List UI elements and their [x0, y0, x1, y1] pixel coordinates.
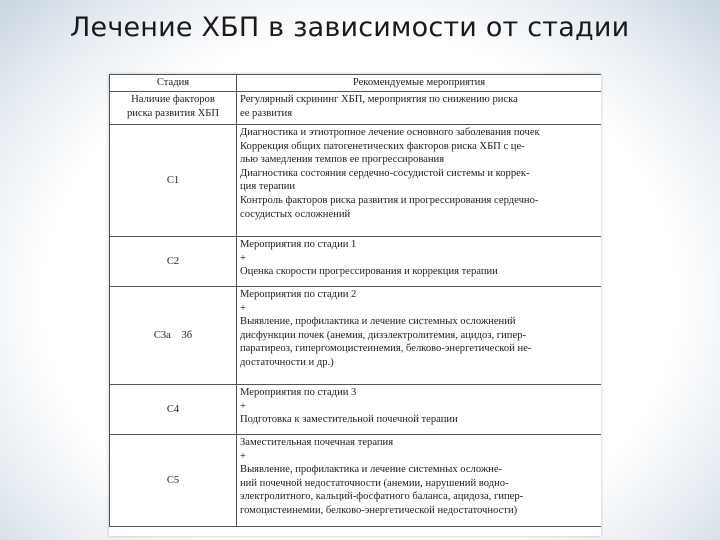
stage-cell: [110, 92, 237, 125]
measure-line: ция терапии: [240, 181, 296, 193]
measure-line: Подготовка к заместительной почечной терапии: [240, 414, 458, 426]
measure-line: +: [240, 400, 246, 412]
measure-line: Выявление, профилактика и лечение системных осложне-: [240, 464, 503, 476]
measures-cell: [237, 287, 602, 385]
stage-text: С1: [166, 174, 180, 186]
measure-line: ний почечной недостаточности (анемии, нарушений водно-: [240, 477, 509, 489]
measures-cell: [237, 92, 602, 125]
stage-cell: [110, 385, 237, 435]
measure-line: Мероприятия по стадии 2: [240, 289, 357, 300]
table-row: [110, 435, 602, 527]
stage-cell: [110, 237, 237, 287]
stage-cell: [110, 435, 237, 527]
stage-cell: [110, 287, 237, 385]
stage-text: С4: [166, 403, 180, 415]
measure-line: Мероприятия по стадии 3: [240, 387, 357, 398]
measures-cell: [237, 237, 602, 287]
measure-line: Контроль факторов риска развития и прогрессирования сердечно-: [240, 194, 539, 206]
measure-line: достаточности и др.): [240, 356, 334, 368]
stage-text: С2: [166, 255, 180, 267]
table-row: [110, 125, 602, 237]
stage-text: риска развития ХБП: [126, 107, 220, 119]
measure-line: +: [240, 252, 246, 264]
measure-line: Заместительная почечная терапия: [240, 437, 394, 448]
header-measures: Рекомендуемые мероприятия: [237, 75, 602, 92]
table-row: [110, 237, 602, 287]
measure-line: паратиреоз, гипергомоцистеинемия, белково-энергетической не-: [240, 343, 532, 355]
measures-cell: [237, 385, 602, 435]
table-header-row: [110, 75, 602, 92]
measure-line: Коррекция общих патогенетических факторов риска ХБП с це-: [240, 140, 525, 152]
stage-text: Наличие факторов: [131, 94, 215, 105]
measure-line: Выявление, профилактика и лечение системных осложнений: [240, 316, 516, 328]
measure-line: Диагностика состояния сердечно-сосудистой системы и коррек-: [240, 167, 530, 179]
measures-cell: [237, 125, 602, 237]
table-row: [110, 287, 602, 385]
stage-text: С3а 3б: [153, 329, 193, 341]
measure-line: сосудистых осложнений: [240, 208, 351, 220]
measures-cell: [237, 435, 602, 527]
measure-line: Регулярный скрининг ХБП, мероприятия по снижению риска: [240, 94, 518, 105]
measure-line: лью замедления темпов ее прогрессирования: [240, 154, 445, 166]
measure-line: гомоцистеинемии, белково-энергетической недостаточности): [240, 504, 518, 516]
measure-line: дисфункции почек (анемия, дизэлектролитемия, ацидоз, гипер-: [240, 329, 526, 341]
measure-line: электролитного, кальций-фосфатного баланса, ацидоза, гипер-: [240, 491, 524, 503]
header-stage: Стадия: [110, 75, 237, 92]
measure-line: +: [240, 450, 246, 462]
measure-line: Диагностика и этиотропное лечение основного заболевания почек: [240, 127, 540, 138]
measure-line: +: [240, 302, 246, 314]
stage-text: С5: [166, 474, 180, 486]
table-row: [110, 92, 602, 125]
stage-cell: [110, 125, 237, 237]
table-row: [110, 385, 602, 435]
measure-line: ее развития: [240, 107, 293, 119]
treatment-table-image: [109, 74, 601, 536]
slide-title: Лечение ХБП в зависимости от стадии: [70, 12, 630, 43]
treatment-table: [109, 74, 601, 527]
measure-line: Оценка скорости прогрессирования и коррекция терапии: [240, 266, 498, 278]
measure-line: Мероприятия по стадии 1: [240, 239, 357, 250]
